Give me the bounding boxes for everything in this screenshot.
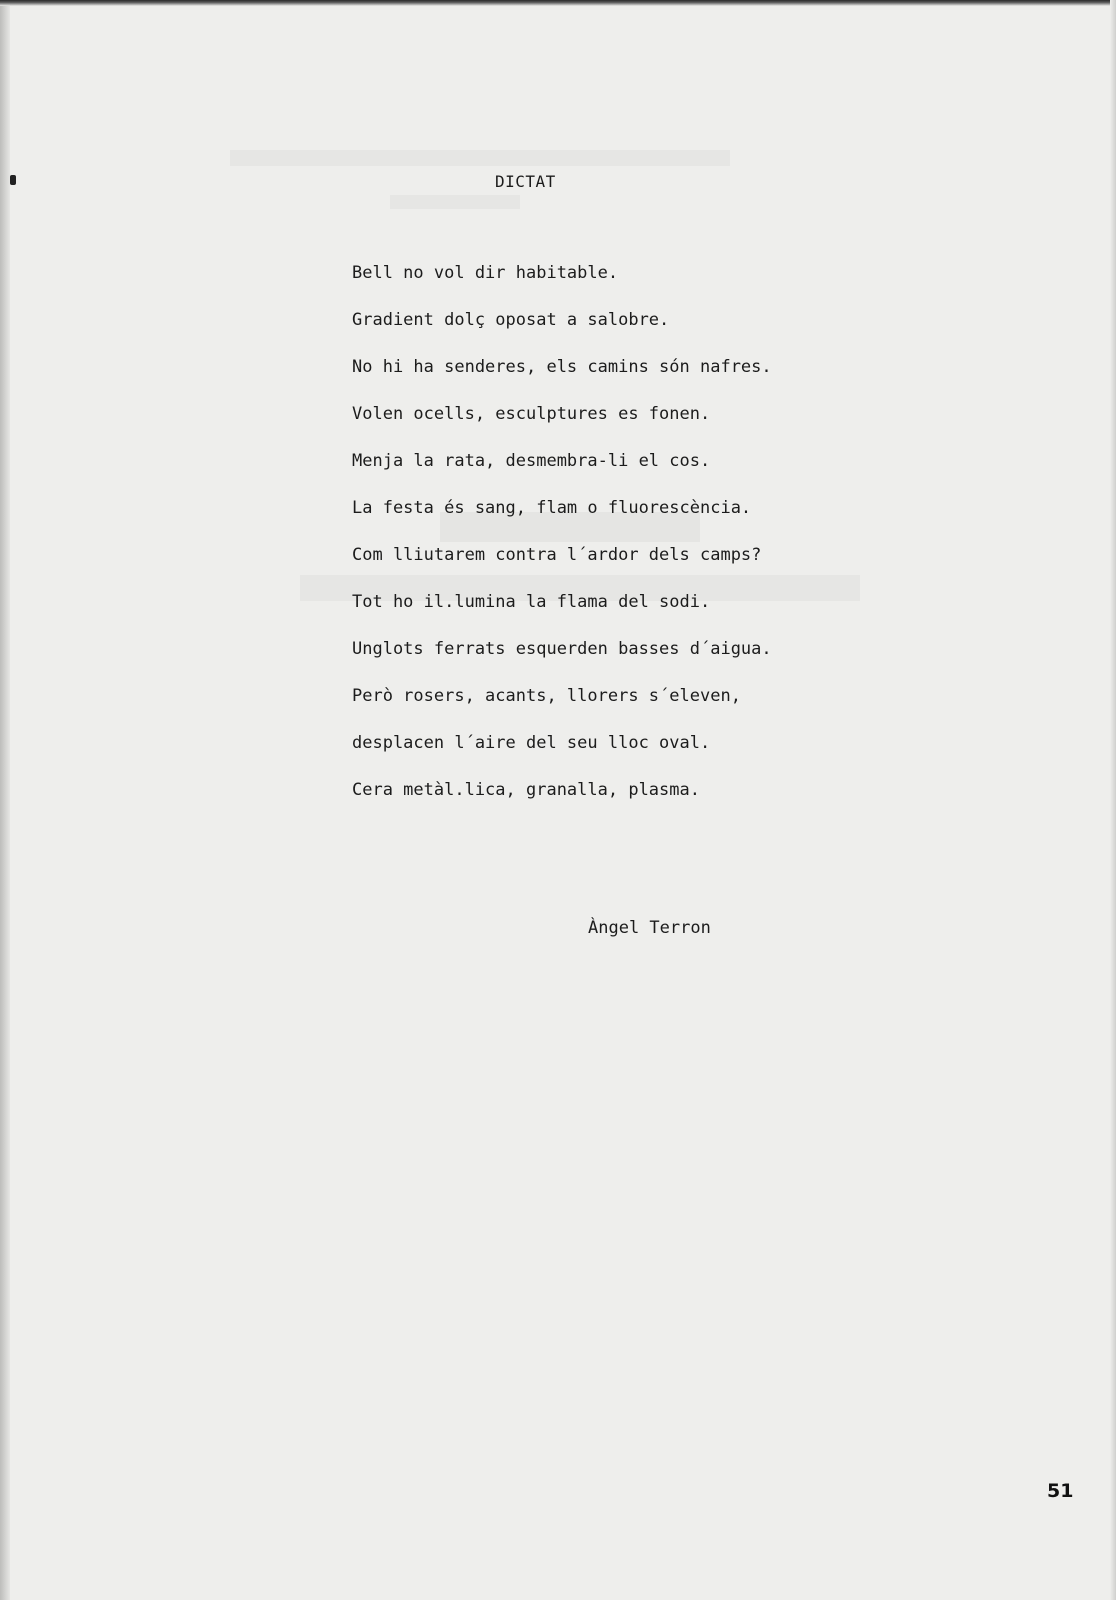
- poem-line: No hi ha senderes, els camins són nafres.: [352, 357, 772, 377]
- page-number: 51: [1047, 1480, 1074, 1502]
- show-through-shadow: [230, 150, 730, 166]
- poem-line: Unglots ferrats esquerden basses d´aigua.: [352, 639, 772, 659]
- poem-title: DICTAT: [495, 172, 556, 191]
- poem-line: Tot ho il.lumina la flama del sodi.: [352, 592, 711, 612]
- poem-line: Com lliutarem contra l´ardor dels camps?: [352, 545, 762, 565]
- poem-line: desplacen l´aire del seu lloc oval.: [352, 733, 711, 753]
- binding-mark: [10, 175, 16, 185]
- poem-line: Però rosers, acants, llorers s´eleven,: [352, 686, 741, 706]
- poem-line: Cera metàl.lica, granalla, plasma.: [352, 780, 700, 800]
- poem-line: Gradient dolç oposat a salobre.: [352, 310, 670, 330]
- page-binding-shadow: [0, 0, 10, 1600]
- show-through-shadow: [390, 195, 520, 209]
- poem-line: Bell no vol dir habitable.: [352, 263, 619, 283]
- poem-line: La festa és sang, flam o fluorescència.: [352, 498, 752, 518]
- poem-line: Menja la rata, desmembra-li el cos.: [352, 451, 711, 471]
- poem-body: [352, 262, 772, 826]
- page-right-edge: [1110, 0, 1116, 1600]
- poem-line: Volen ocells, esculptures es fonen.: [352, 404, 711, 424]
- poem-author: Àngel Terron: [588, 918, 711, 938]
- page-top-edge: [0, 0, 1116, 6]
